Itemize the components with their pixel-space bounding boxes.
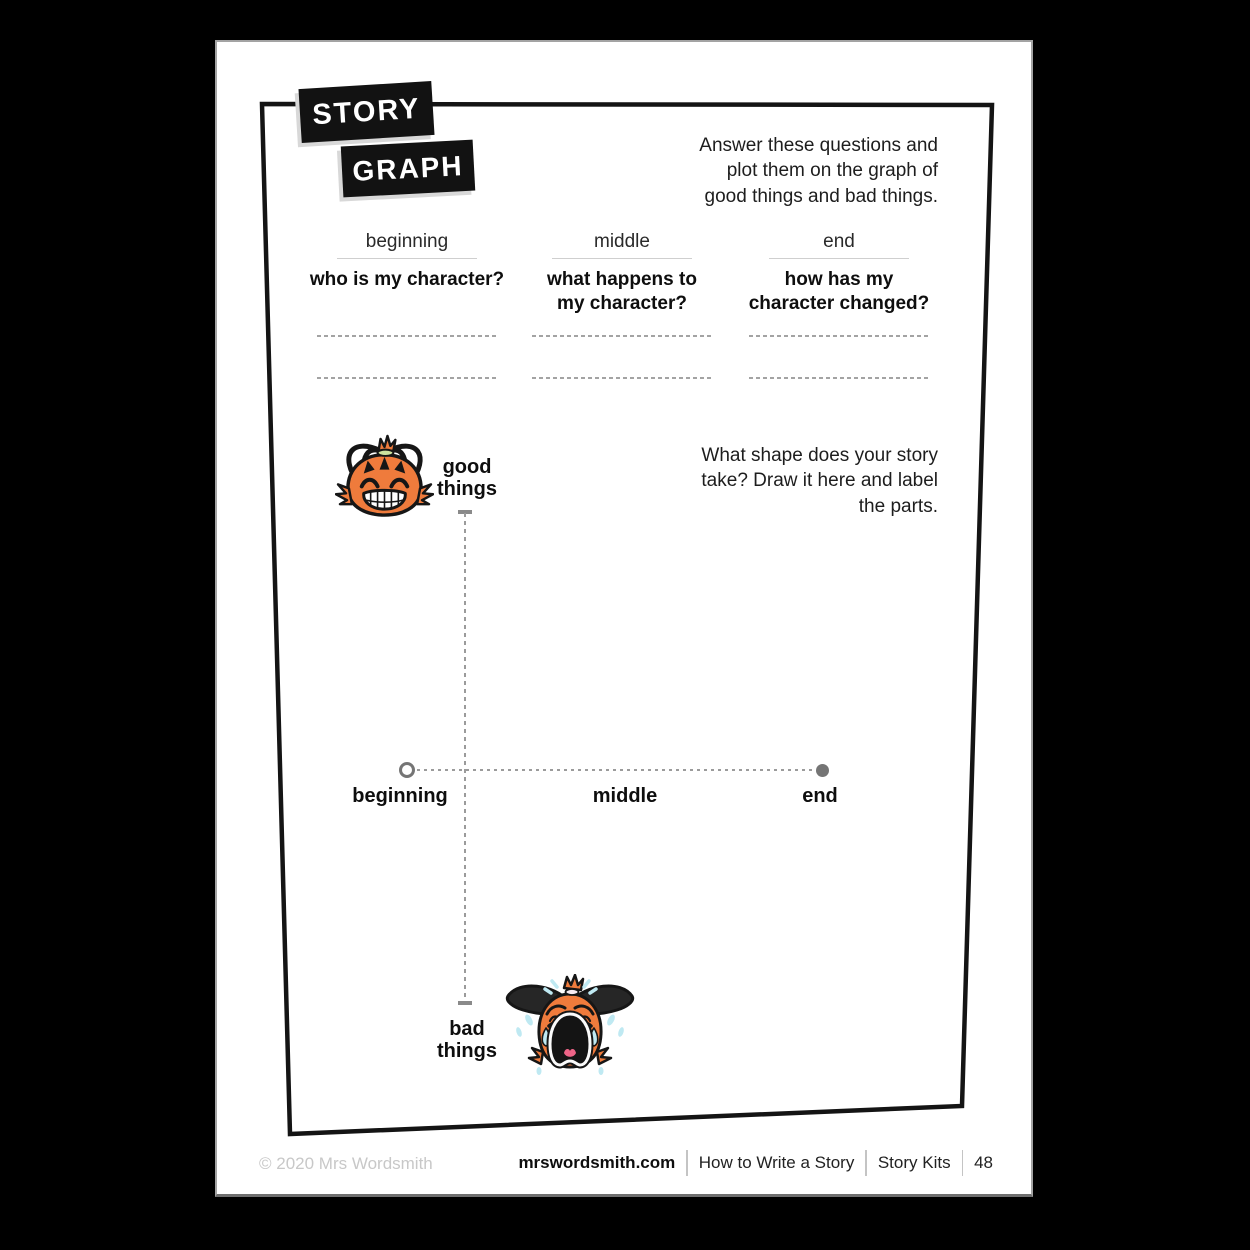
story-shape-draw-area[interactable] [475, 522, 955, 982]
answer-line[interactable] [532, 335, 712, 337]
question-middle: what happens to my character? [547, 269, 697, 315]
y-axis-bottom-cap [458, 1001, 472, 1005]
answer-line[interactable] [749, 377, 929, 379]
y-axis-dashed-line [464, 513, 466, 1001]
happy-tiger-face-icon [335, 434, 434, 519]
column-middle [512, 231, 732, 317]
footer-series: Story Kits [877, 1153, 951, 1172]
answer-line[interactable] [749, 335, 929, 337]
stage-label-middle: middle [594, 231, 650, 252]
question-beginning: who is my character? [309, 269, 505, 290]
stage-label-end: end [823, 231, 855, 252]
crying-tiger-face-icon [505, 974, 635, 1084]
answer-line[interactable] [317, 335, 497, 337]
footer-book-title: How to Write a Story [698, 1153, 855, 1172]
column-end [729, 231, 949, 317]
worksheet-page [215, 40, 1033, 1197]
footer-copyright: © 2020 Mrs Wordsmith [259, 1154, 433, 1173]
title-badge-story [298, 81, 434, 143]
good-things-label: good things [437, 456, 497, 500]
title-badge-graph [341, 140, 475, 198]
stage-underline [769, 258, 909, 259]
title-badge-story-label: STORY [311, 92, 422, 131]
footer-separator [686, 1150, 688, 1176]
footer-meta [518, 1148, 993, 1178]
answer-line[interactable] [532, 377, 712, 379]
x-axis-label-middle: middle [592, 785, 658, 807]
stage-underline [552, 258, 692, 259]
footer-site-text: mrswordsmith.com [518, 1153, 676, 1172]
stage-underline [337, 258, 477, 259]
bad-things-label: bad things [437, 1018, 497, 1062]
shape-prompt-text: What shape does your story take? Draw it here and label the parts. [701, 445, 938, 517]
x-axis-label-end: end [802, 785, 838, 807]
beginning-point-circle [399, 762, 415, 778]
footer-page-number: 48 [974, 1153, 993, 1172]
x-axis-label-beginning: beginning [352, 785, 448, 807]
stage-label-beginning: beginning [365, 231, 449, 252]
intro-text: Answer these questions and plot them on the graph of good things and bad things. [699, 135, 938, 207]
footer-separator [865, 1150, 867, 1176]
title-badge-graph-label: GRAPH [351, 149, 465, 187]
column-beginning [297, 231, 517, 292]
answer-line[interactable] [317, 377, 497, 379]
footer-separator [962, 1150, 964, 1176]
x-axis-dotted-line [417, 769, 815, 771]
end-point-circle [816, 764, 829, 777]
question-end: how has my character changed? [748, 269, 930, 315]
